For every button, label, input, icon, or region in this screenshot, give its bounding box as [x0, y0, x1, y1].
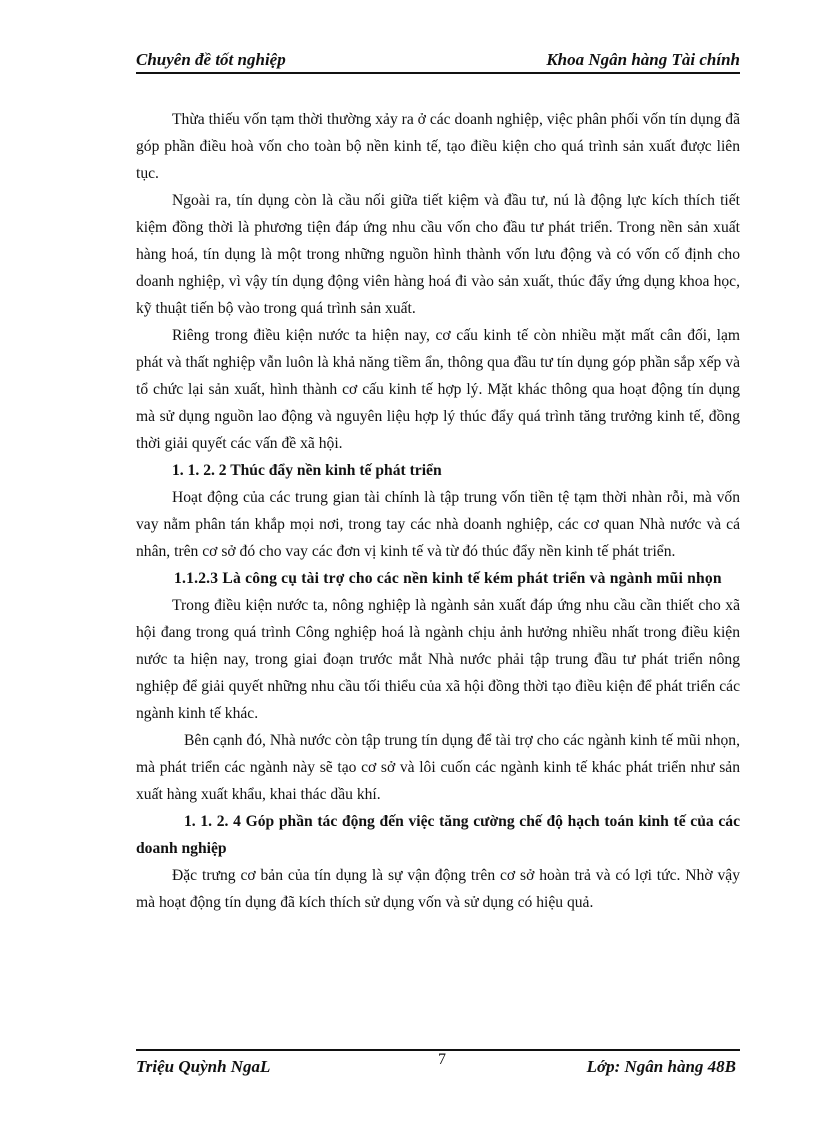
section-heading: 1. 1. 2. 2 Thúc đẩy nền kinh tế phát triển [172, 462, 442, 479]
section-heading: 1. 1. 2. 4 Góp phần tác động đến việc tăng cường chế độ hạch toán kinh tế của các doanh nghiệp [136, 813, 740, 857]
body-paragraph: Hoạt động của các trung gian tài chính là tập trung vốn tiền tệ tạm thời nhàn rỗi, mà vốn vay nằm phân tán khắp mọi nơi, trong tay các nhà doanh nghiệp, các cơ quan Nhà nước và cá nhân, trên cơ sở đó cho vay các đơn vị kinh tế và từ đó thúc đẩy nền kinh tế phát triển. [136, 489, 740, 560]
page-header [136, 50, 740, 74]
body-paragraph: Trong điều kiện nước ta, nông nghiệp là ngành sản xuất đáp ứng nhu cầu cần thiết cho xã hội đang trong quá trình Công nghiệp hoá là ngành chịu ảnh hưởng nhiều nhất trong điều kiện nước ta hiện nay, trong giai đoạn trước mắt Nhà nước phải tập trung đầu tư phát triển nông nghiệp để giải quyết những nhu cầu tối thiểu của xã hội đồng thời tạo điều kiện để phát triển các ngành kinh tế khác. [136, 597, 740, 722]
body-paragraph: Đặc trưng cơ bản của tín dụng là sự vận động trên cơ sở hoàn trả và có lợi tức. Nhờ vậy mà hoạt động tín dụng đã kích thích sử dụng vốn và sử dụng có hiệu quả. [136, 867, 740, 911]
body-paragraph: Bên cạnh đó, Nhà nước còn tập trung tín dụng để tài trợ cho các ngành kinh tế mũi nhọn, mà phát triển các ngành này sẽ tạo cơ sở và lôi cuốn các ngành kinh tế khác phát triển như sản xuất hàng xuất khẩu, khai thác dầu khí. [136, 732, 740, 803]
page-number: 7 [438, 1051, 446, 1068]
body-paragraph: Ngoài ra, tín dụng còn là cầu nối giữa tiết kiệm và đầu tư, nú là động lực kích thích tiết kiệm đồng thời là phương tiện đáp ứng nhu cầu vốn cho đầu tư phát triển. Trong nền sản xuất hàng hoá, tín dụng là một trong những nguồn hình thành vốn lưu động và có vốn cố định cho doanh nghiệp, vì vậy tín dụng động viên hàng hoá đi vào sản xuất, thúc đẩy ứng dụng khoa học, kỹ thuật tiến bộ vào trong quá trình sản xuất. [136, 192, 740, 317]
header-left-title: Chuyên đề tốt nghiệp [136, 50, 286, 69]
body-paragraph: Thừa thiếu vốn tạm thời thường xảy ra ở các doanh nghiệp, việc phân phối vốn tín dụng đã góp phần điều hoà vốn cho toàn bộ nền kinh tế, tạo điều kiện cho quá trình sản xuất được liên tục. [136, 111, 740, 182]
footer-class: Lớp: Ngân hàng 48B [586, 1057, 736, 1076]
footer-author: Triệu Quỳnh NgaL [136, 1057, 271, 1076]
page-footer [136, 1049, 740, 1077]
document-body [136, 106, 740, 916]
body-paragraph: Riêng trong điều kiện nước ta hiện nay, cơ cấu kinh tế còn nhiều mặt mất cân đối, lạm phát và thất nghiệp vẫn luôn là khả năng tiềm ẩn, thông qua đầu tư tín dụng góp phần sắp xếp và tổ chức lại sản xuất, hình thành cơ cấu kinh tế hợp lý. Mặt khác thông qua hoạt động tín dụng mà sử dụng nguồn lao động và nguyên liệu hợp lý thúc đẩy quá trình tăng trưởng kinh tế, đồng thời giải quyết các vấn đề xã hội. [136, 327, 740, 452]
header-right-title: Khoa Ngân hàng Tài chính [546, 50, 740, 69]
section-heading: 1.1.2.3 Là công cụ tài trợ cho các nền kinh tế kém phát triển và ngành mũi nhọn [174, 570, 722, 587]
